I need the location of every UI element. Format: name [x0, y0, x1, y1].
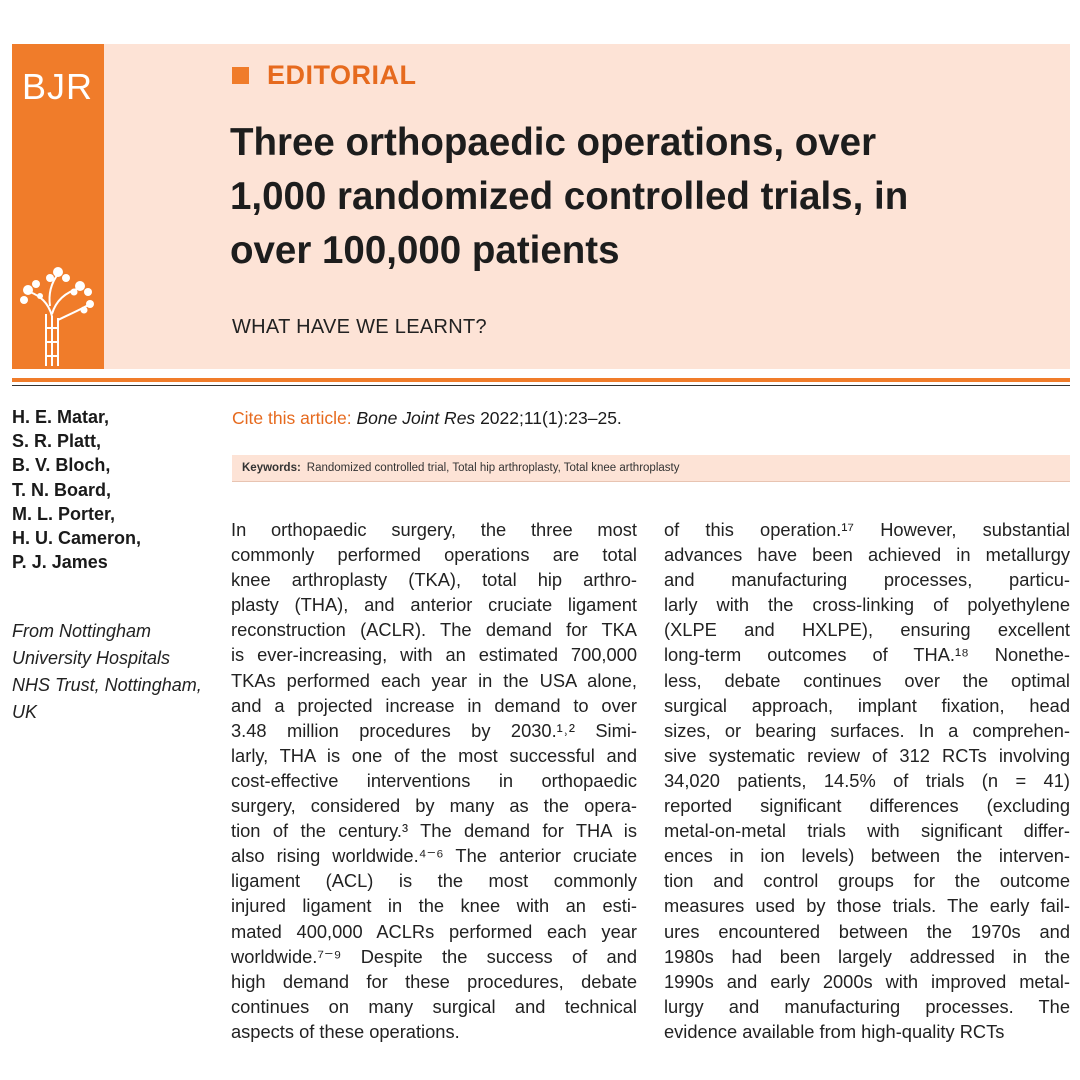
title-line: Three orthopaedic operations, over — [230, 121, 877, 164]
body-line: plasty (THA), and anterior cruciate ligament — [231, 594, 637, 616]
title-line: over 100,000 patients — [230, 229, 620, 272]
body-line: advances have been achieved in metallurgy — [664, 544, 1070, 566]
citation-details: 2022;11(1):23–25. — [480, 408, 622, 428]
body-line: In orthopaedic surgery, the three most — [231, 519, 637, 540]
body-line: 1990s and early 2000s with improved metal- — [664, 970, 1070, 992]
author: T. N. Board, — [12, 479, 112, 500]
keywords-band — [232, 455, 1070, 482]
body-line: ences in ion levels) between the interven- — [664, 845, 1070, 867]
body-line: evidence available from high-quality RCTs — [664, 1020, 1005, 1042]
body-line: ures encountered between the 1970s and — [664, 920, 1070, 942]
journal-logo: BJR — [22, 66, 94, 107]
section-marker-icon — [232, 67, 249, 84]
body-line: reported significant differences (excluding — [664, 795, 1070, 817]
body-line: knee arthroplasty (TKA), total hip arthro- — [231, 569, 637, 591]
section-label-text: EDITORIAL — [267, 60, 417, 90]
body-line: (XLPE and HXLPE), ensuring excellent — [664, 619, 1070, 641]
header-divider — [12, 378, 1070, 382]
body-line: commonly performed operations are total — [231, 544, 637, 566]
keywords-label: Keywords: — [242, 462, 301, 474]
affiliation-line: University Hospitals — [12, 648, 171, 668]
body-line: aspects of these operations. — [231, 1020, 460, 1042]
body-line: also rising worldwide.⁴⁻⁶ The anterior cruciate — [231, 845, 637, 867]
body-line: surgical approach, implant fixation, head — [664, 694, 1070, 716]
author: P. J. James — [12, 552, 108, 573]
body-line: long-term outcomes of THA.¹⁸ Nonethe- — [664, 644, 1070, 666]
body-line: measures used by those trials. The early fail- — [664, 895, 1070, 917]
affiliation — [12, 618, 202, 726]
body-line: cost-effective interventions in orthopaedic — [231, 769, 637, 791]
body-line: tion of the century.³ The demand for THA is — [231, 820, 637, 842]
body-line: injured ligament in the knee with an esti- — [231, 895, 637, 917]
citation-label: Cite this article: — [232, 408, 352, 428]
affiliation-line: UK — [12, 702, 38, 722]
author: M. L. Porter, — [12, 503, 116, 524]
body-line: surgery, considered by many as the opera- — [231, 795, 637, 817]
body-line: high demand for these procedures, debate — [231, 970, 637, 992]
article-title — [230, 116, 1050, 278]
body-line: sive systematic review of 312 RCTs involving — [664, 744, 1070, 766]
body-line: and a projected increase in demand to over — [231, 694, 637, 716]
body-line: tion and control groups for the outcome — [664, 870, 1070, 892]
body-line: continues on many surgical and technical — [231, 995, 637, 1017]
affiliation-line: NHS Trust, Nottingham, — [12, 675, 202, 695]
body-line: 34,020 patients, 14.5% of trials (n = 41) — [664, 769, 1070, 791]
body-line: sizes, or bearing surfaces. In a comprehen- — [664, 719, 1070, 741]
body-line: worldwide.⁷⁻⁹ Despite the success of and — [231, 945, 637, 967]
body-line: and manufacturing processes, particu- — [664, 569, 1070, 591]
title-line: 1,000 randomized controlled trials, in — [230, 175, 909, 218]
body-line: 3.48 million procedures by 2030.¹˒² Simi- — [231, 719, 637, 741]
keywords-text: Randomized controlled trial, Total hip arthroplasty, Total knee arthroplasty — [306, 462, 680, 474]
body-line: of this operation.¹⁷ However, substantial — [664, 519, 1070, 540]
section-label — [232, 60, 417, 91]
article-subtitle: WHAT HAVE WE LEARNT? — [232, 316, 487, 338]
body-column-right — [664, 517, 1070, 1044]
affiliation-line: From Nottingham — [12, 621, 152, 641]
body-line: TKAs performed each year in the USA alone, — [231, 669, 637, 691]
author: B. V. Bloch, — [12, 455, 111, 476]
citation — [232, 408, 622, 429]
body-line: 1980s had been largely addressed in the — [664, 945, 1070, 967]
body-line: larly with the cross-linking of polyethylene — [664, 594, 1070, 616]
body-line: larly, THA is one of the most successful and — [231, 744, 637, 766]
author: H. U. Cameron, — [12, 528, 142, 549]
body-line: ligament (ACL) is the most commonly — [231, 870, 637, 892]
body-column-left — [231, 517, 637, 1044]
author: S. R. Platt, — [12, 431, 102, 452]
body-line: mated 400,000 ACLRs performed each year — [231, 920, 637, 942]
author: H. E. Matar, — [12, 407, 110, 427]
body-line: reconstruction (ACLR). The demand for TKA — [231, 619, 637, 641]
body-line: metal-on-metal trials with significant differ- — [664, 820, 1070, 842]
author-list — [12, 405, 141, 574]
tree-logo-icon — [18, 262, 98, 368]
body-line: is ever-increasing, with an estimated 700,000 — [231, 644, 637, 666]
body-line: less, debate continues over the optimal — [664, 669, 1070, 691]
body-line: lurgy and manufacturing processes. The — [664, 995, 1070, 1017]
citation-journal: Bone Joint Res — [356, 408, 476, 428]
header-divider-thin — [12, 385, 1070, 386]
